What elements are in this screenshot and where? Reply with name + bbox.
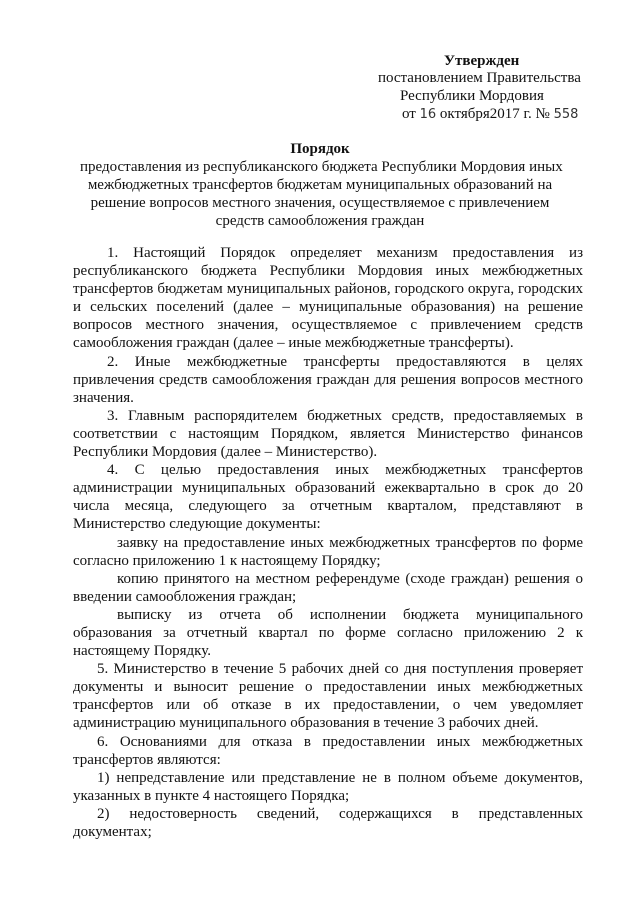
list-item: 2) недостоверность сведений, содержащихся в представленных документах; bbox=[73, 805, 583, 840]
paragraph: 1. Настоящий Порядок определяет механизм предоставления из республиканского бюджета Республики Мордовия иных межбюджетных трансфертов бюджетам муниципальных районов, городского округа, городских и сельских поселений (далее – муниципальные образования) на решение вопросов местного значения, осуществляемое с привлечением средств самообложения граждан (далее – иные межбюджетные трансферты). bbox=[73, 245, 583, 352]
list-item: копию принятого на местном референдуме (сходе граждан) решения о введении самообложения граждан; bbox=[73, 570, 583, 605]
date-month: октября bbox=[439, 106, 490, 122]
subtitle-line: средств самообложения граждан bbox=[215, 213, 425, 229]
date-year: 2017 г. № bbox=[489, 106, 550, 122]
approval-heading: Утвержден bbox=[444, 53, 520, 69]
list-item: выписку из отчета об исполнении бюджета муниципального образования за отчетный квартал по форме согласно приложению 2 к настоящему Порядку. bbox=[73, 606, 583, 660]
approval-line: постановлением Правительства bbox=[378, 70, 581, 86]
paragraph: 4. С целью предоставления иных межбюджетных трансфертов администрации муниципальных образований ежеквартально в срок до 20 числа месяца, следующего за отчетным кварталом, представляют в Министерство следующие документы: bbox=[73, 462, 583, 533]
approval-line: Республики Мордовия bbox=[400, 88, 544, 104]
paragraph: 6. Основаниями для отказа в предоставлении иных межбюджетных трансфертов являются: bbox=[73, 733, 583, 768]
paragraph: 5. Министерство в течение 5 рабочих дней со дня поступления проверяет документы и выносит решение о предоставлении иных межбюджетных трансфертов или об отказе в их предоставлении, о чем уведомляет администрацию муниципального образования в течение 3 рабочих дней. bbox=[73, 661, 583, 732]
list-item: заявку на предоставление иных межбюджетных трансфертов по форме согласно приложению 1 к настоящему Порядку; bbox=[73, 534, 583, 569]
subtitle-line: решение вопросов местного значения, осуществляемое с привлечением bbox=[90, 195, 550, 211]
subtitle-line: предоставления из республиканского бюджета Республики Мордовия иных bbox=[80, 159, 563, 175]
document-subtitle bbox=[80, 158, 563, 230]
list-item: 1) непредставление или представление не в полном объеме документов, указанных в пункте 4 настоящего Порядка; bbox=[73, 769, 583, 804]
paragraph: 2. Иные межбюджетные трансферты предоставляются в целях привлечения средств самообложения граждан для решения вопросов местного значения. bbox=[73, 353, 583, 406]
approval-date-line bbox=[402, 105, 578, 124]
date-prefix: от bbox=[402, 106, 416, 122]
subtitle-line: межбюджетных трансфертов бюджетам муниципальных образований на bbox=[87, 177, 553, 193]
paragraph: 3. Главным распорядителем бюджетных средств, предоставляемых в соответствии с настоящим Порядком, является Министерство финансов Республики Мордовия (далее – Министерство). bbox=[73, 407, 583, 461]
document-body bbox=[73, 244, 583, 841]
document-title: Порядок bbox=[290, 141, 350, 157]
resolution-number: 558 bbox=[553, 107, 579, 122]
date-day: 16 bbox=[419, 107, 437, 122]
